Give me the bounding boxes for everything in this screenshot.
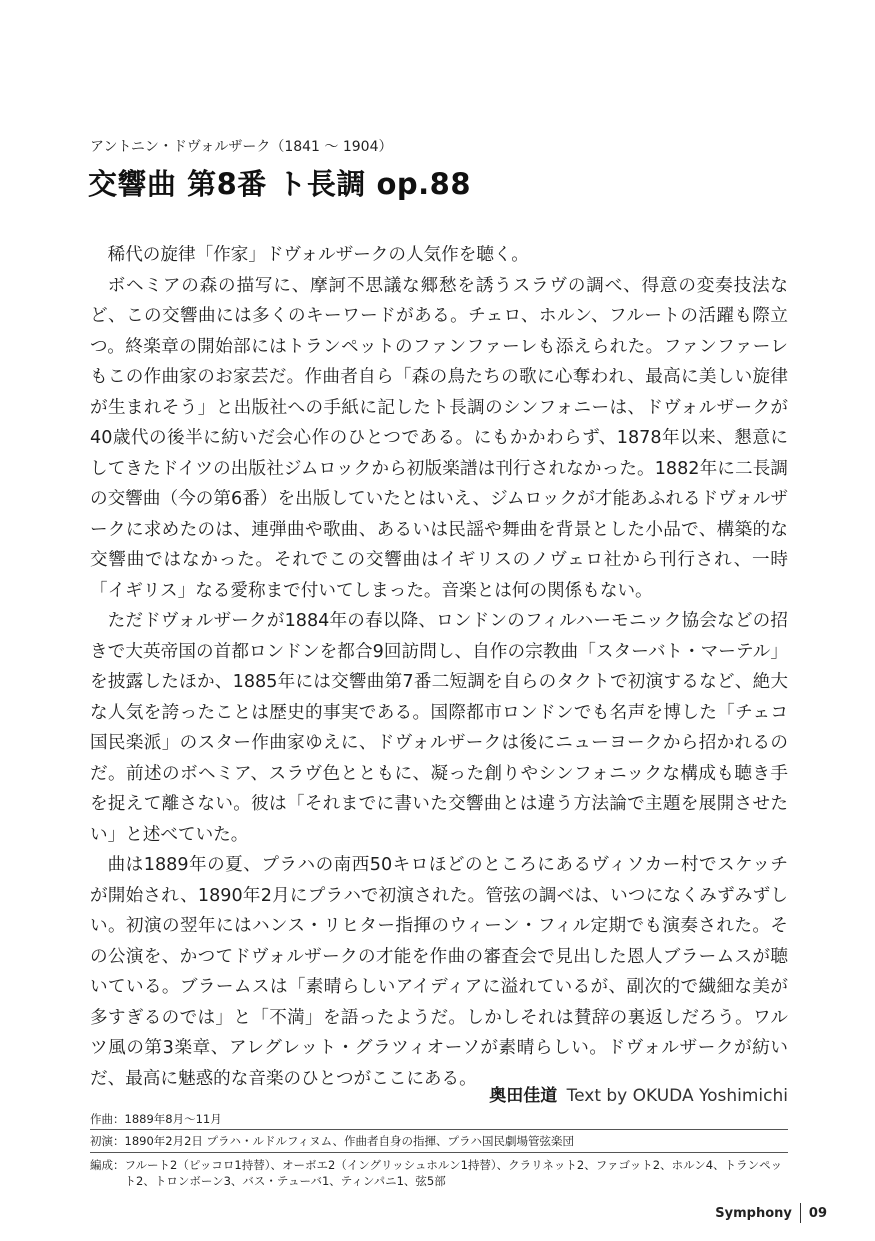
orchestration-list: フルート2（ピッコロ1持替）、オーボエ2（イングリッシュホルン1持替）、クラリネット2、ファゴット2、ホルン4、トランペット2、トロンボーン3、バス・テューバ1、ティンパニ1、弦5部 [124,1158,783,1188]
footer-divider [800,1203,801,1223]
author-name: 奥田佳道 [489,1086,558,1106]
paragraph: ボヘミアの森の描写に、摩訶不思議な郷愁を誘うスラヴの調べ、得意の変奏技法など、この交響曲には多くのキーワードがある。チェロ、ホルン、フルートの活躍も際立つ。終楽章の開始部にはトランペットのファンファーレも添えられた。ファンファーレもこの作曲家のお家芸だ。作曲者自ら「森の鳥たちの歌に心奪われ、最高に美しい旋律が生まれそう」と出版社への手紙に記したト長調のシンフォニーは、ドヴォルザークが40歳代の後半に紡いだ会心作のひとつである。にもかかわらず、1878年以来、懇意にしてきたドイツの出版社ジムロックから初版楽譜は刊行されなかった。1882年に二長調の交響曲（今の第6番）を出版していたとはいえ、ジムロックが才能あふれるドヴォルザークに求めたのは、連弾曲や歌曲、あるいは民謡や舞曲を背景とした小品で、構築的な交響曲ではなかった。それでこの交響曲はイギリスのノヴェロ社から刊行され、一時「イギリス」なる愛称まで付いてしまった。音楽とは何の関係もない。 [90,275,788,601]
divider [90,1129,788,1130]
author-credit [489,1081,788,1106]
page-number: 09 [808,1205,827,1221]
article-body [90,240,788,1094]
page-title: 交響曲 第8番 ト長調 op.88 [88,167,472,201]
premiere-info: 初演：1890年2月2日 プラハ・ルドルフィヌム、作曲者自身の指揮、プラハ国民劇場管弦楽団 [90,1134,574,1148]
paragraph: 稀代の旋律「作家」ドヴォルザークの人気作を聴く。 [107,245,529,265]
orchestration-info [90,1157,788,1189]
author-credit-en: Text by OKUDA Yoshimichi [566,1086,788,1106]
orchestration-label: 編成： [90,1158,125,1172]
section-name: Symphony [715,1205,792,1221]
divider [90,1152,788,1153]
paragraph: ただドヴォルザークが1884年の春以降、ロンドンのフィルハーモニック協会などの招きで大英帝国の首都ロンドンを都合9回訪問し、自作の宗教曲「スターバト・マーテル」を披露したほか、1885年には交響曲第7番二短調を自らのタクトで初演するなど、絶大な人気を誇ったことは歴史的事実である。国際都市ロンドンでも名声を博した「チェコ国民楽派」のスター作曲家ゆえに、ドヴォルザークは後にニューヨークから招かれるのだ。前述のボヘミア、スラヴ色とともに、凝った創りやシンフォニックな構成も聴き手を捉えて離さない。彼は「それまでに書いた交響曲とは違う方法論で主題を展開させたい」と述べていた。 [90,611,788,845]
composer-name: アントニン・ドヴォルザーク（1841 ～ 1904） [90,139,393,155]
page-footer [715,1203,827,1223]
composition-date: 作曲：1889年8月～11月 [90,1112,222,1126]
paragraph: 曲は1889年の夏、プラハの南西50キロほどのところにあるヴィソカー村でスケッチが開始され、1890年2月にプラハで初演された。管弦の調べは、いつになくみずみずしい。初演の翌年にはハンス・リヒター指揮のウィーン・フィル定期でも演奏された。その公演を、かつてドヴォルザークの才能を作曲の審査会で見出した恩人ブラームスが聴いている。ブラームスは「素晴らしいアイディアに溢れているが、副次的で繊細な美が多すぎるのでは」と「不満」を語ったようだ。しかしそれは賛辞の裏返しだろう。ワルツ風の第3楽章、アレグレット・グラツィオーソが素晴らしい。ドヴォルザークが紡いだ、最高に魅惑的な音楽のひとつがここにある。 [90,855,788,1089]
